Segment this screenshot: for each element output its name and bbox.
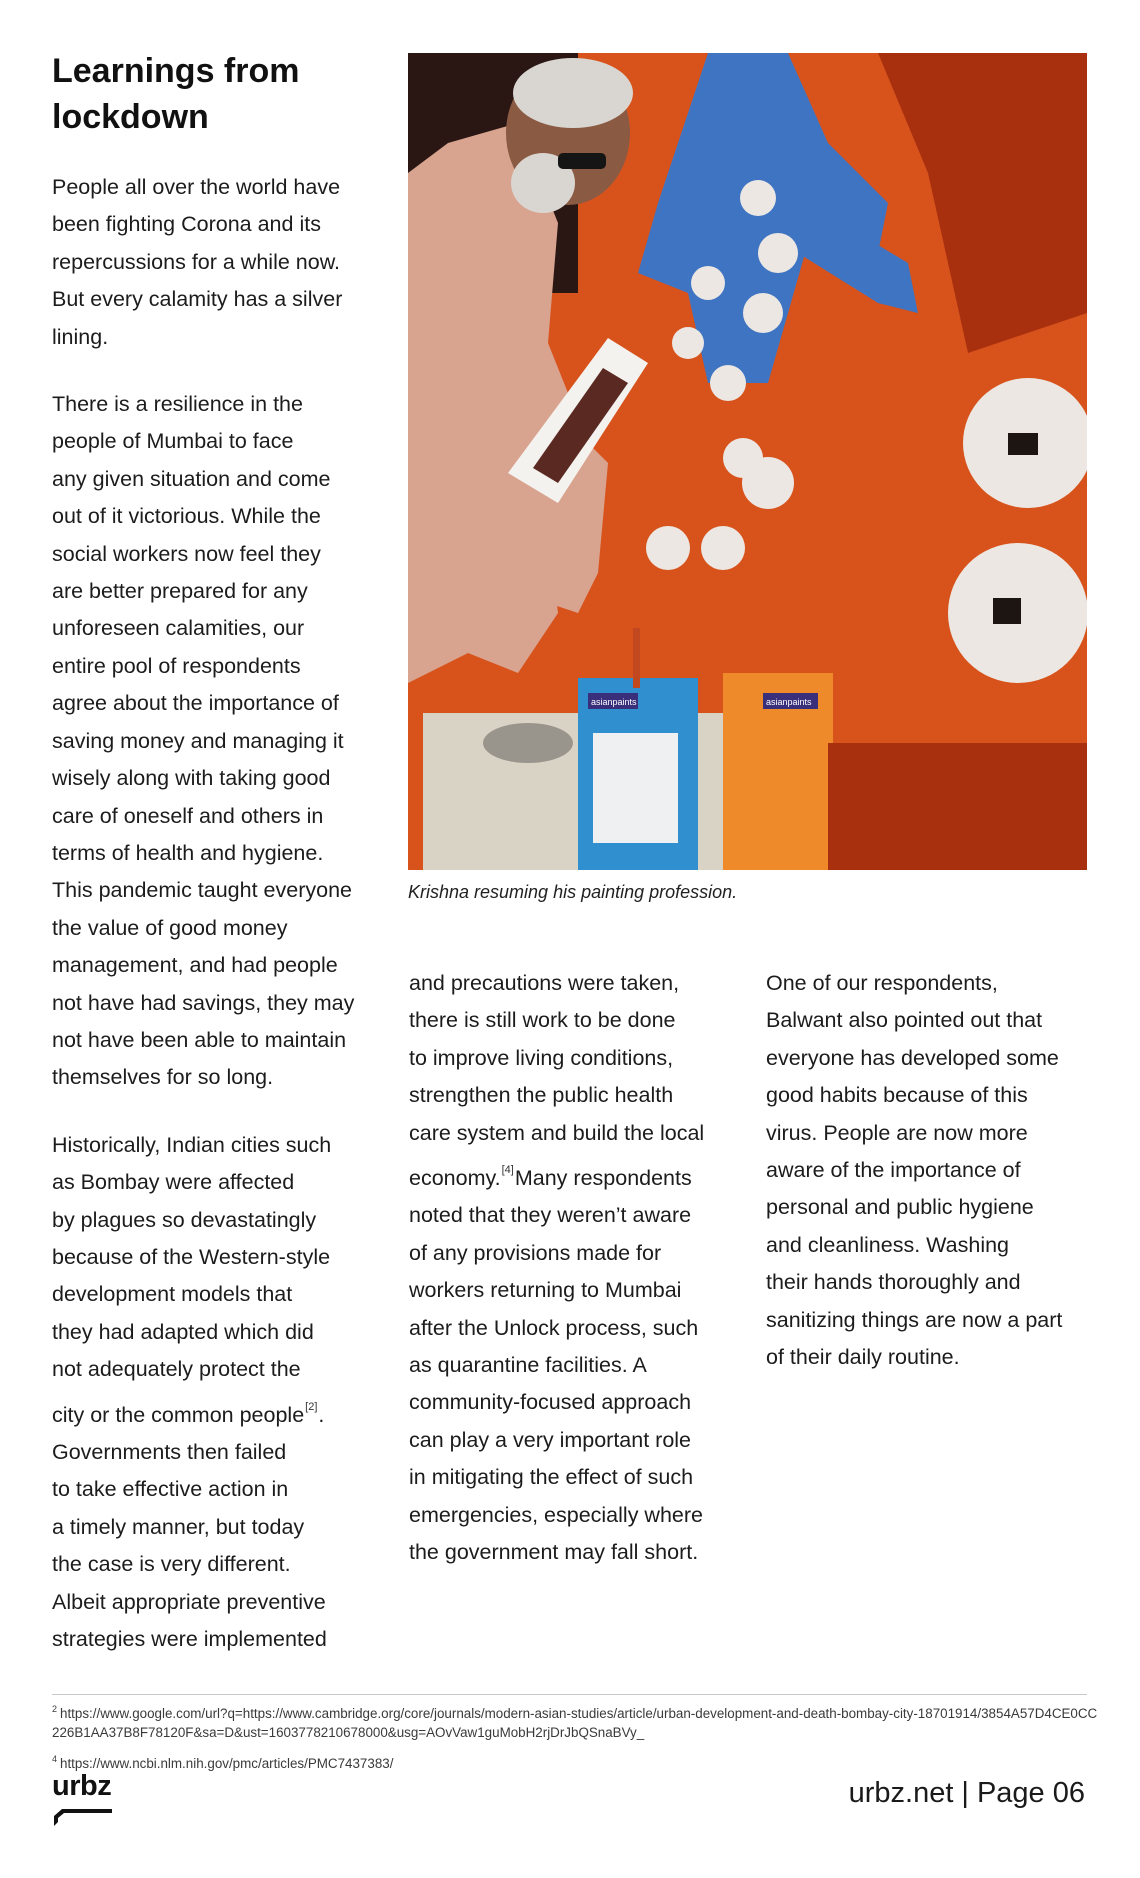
photo-bowl xyxy=(483,723,573,763)
footnote-link[interactable]: https://www.ncbi.nlm.nih.gov/pmc/articles/PMC7437383/ xyxy=(60,1756,394,1771)
text-line: unforeseen calamities, our xyxy=(52,616,305,641)
middle-ref-line xyxy=(409,1152,739,1197)
left-column xyxy=(52,169,382,1658)
text-line: their hands thoroughly and xyxy=(766,1270,1021,1295)
text-line: Historically, Indian cities such xyxy=(52,1132,332,1157)
text-line: Albeit appropriate preventive xyxy=(52,1589,326,1614)
right-column xyxy=(766,965,1106,1376)
text-line: emergencies, especially where xyxy=(409,1502,703,1527)
text-line: everyone has developed some xyxy=(766,1045,1059,1070)
middle-lines-before xyxy=(409,965,739,1152)
photo-man-hair xyxy=(513,58,633,128)
logo-checkmark-icon xyxy=(52,1776,122,1828)
text-line: development models that xyxy=(52,1282,293,1307)
article-title: Learnings from lockdown xyxy=(52,52,300,136)
footnotes xyxy=(52,1700,1102,1773)
text-line: care system and build the local xyxy=(409,1120,705,1145)
photo-skull xyxy=(710,365,746,401)
text-line: noted that they weren’t aware xyxy=(409,1203,692,1228)
footnote-2 xyxy=(52,1700,1102,1742)
photo-man-glasses xyxy=(558,153,606,169)
photo-skull xyxy=(740,180,776,216)
text-line: after the Unlock process, such xyxy=(409,1315,699,1340)
text-line: a timely manner, but today xyxy=(52,1514,305,1539)
footnote-ref-2[interactable]: [2] xyxy=(305,1400,318,1413)
text-line: are better prepared for any xyxy=(52,579,308,604)
history-ref-end: . xyxy=(318,1402,325,1427)
middle-column xyxy=(409,965,739,1572)
text-line: One of our respondents, xyxy=(766,971,998,995)
text-line: the case is very different. xyxy=(52,1552,291,1577)
text-line: personal and public hygiene xyxy=(766,1195,1034,1220)
text-line: not adequately protect the xyxy=(52,1357,301,1382)
text-line: because of the Western-style xyxy=(52,1244,331,1269)
text-line: strategies were implemented xyxy=(52,1627,327,1652)
text-line: themselves for so long. xyxy=(52,1065,274,1090)
footnote-ref-4[interactable]: [4] xyxy=(501,1164,514,1177)
photo-can-label-text: asianpaints xyxy=(766,697,812,707)
middle-lines-after xyxy=(409,1197,739,1571)
photo-caption: Krishna resuming his painting profession. xyxy=(408,882,738,902)
photo-can-label-text: asianpaints xyxy=(591,697,637,707)
text-line: and precautions were taken, xyxy=(409,971,680,995)
text-line: community-focused approach xyxy=(409,1390,692,1415)
footnote-link[interactable]: https://www.google.com/url?q=https://www.cambridge.org/core/journals/modern-asian-studies/article/urban-development-and-death-bombay-city-18701914/3854A57D4CE0CC226B1AA37B8F78120F&sa=D&ust=1603778210678000&usg=AOvVaw1guMobH2rjDrJbQSnaBVy_ xyxy=(52,1706,1098,1740)
text-line: management, and had people xyxy=(52,953,338,978)
footnote-4 xyxy=(52,1750,1102,1773)
text-line: But every calamity has a silver xyxy=(52,287,343,312)
text-line: lining. xyxy=(52,324,109,349)
text-line: not have had savings, they may xyxy=(52,990,355,1015)
paragraph-resilience xyxy=(52,386,382,1097)
text-line: to improve living conditions, xyxy=(409,1045,674,1070)
text-line: Governments then failed xyxy=(52,1440,287,1464)
photo-krishna-painting xyxy=(408,53,1087,870)
paragraph-habits xyxy=(766,965,1106,1376)
text-line: and cleanliness. Washing xyxy=(766,1232,1010,1257)
photo-skull-eye xyxy=(1008,433,1038,455)
text-line: can play a very important role xyxy=(409,1427,692,1452)
text-line: strengthen the public health xyxy=(409,1083,674,1108)
photo-paintbrush xyxy=(633,628,640,688)
photo-skull xyxy=(758,233,798,273)
text-line: as quarantine facilities. A xyxy=(409,1353,647,1378)
text-line: not have been able to maintain xyxy=(52,1027,347,1052)
photo-floor-band xyxy=(828,743,1087,870)
paragraph-intro xyxy=(52,169,382,356)
photo-skull xyxy=(691,266,725,300)
text-line: care of oneself and others in xyxy=(52,803,324,828)
page-footer xyxy=(849,1777,1085,1810)
footnote-divider xyxy=(52,1694,1087,1695)
text-line: people of Mumbai to face xyxy=(52,429,294,454)
text-line: entire pool of respondents xyxy=(52,653,301,678)
photo-skull xyxy=(672,327,704,359)
photo-illustration xyxy=(408,53,1087,870)
photo-skull xyxy=(701,526,745,570)
footnote-mark: 4 xyxy=(52,1754,58,1764)
text-line: there is still work to be done xyxy=(409,1008,676,1033)
paragraph-history xyxy=(52,1127,382,1659)
text-line: the value of good money xyxy=(52,915,288,940)
history-ref-text: city or the common people xyxy=(52,1402,305,1427)
text-line: saving money and managing it xyxy=(52,728,344,753)
footer-separator: | xyxy=(961,1777,969,1809)
photo-skull-eye xyxy=(993,598,1021,624)
text-line: the government may fall short. xyxy=(409,1540,699,1565)
urbz-logo xyxy=(52,1770,122,1828)
text-line: sanitizing things are now a part xyxy=(766,1307,1063,1332)
text-line: they had adapted which did xyxy=(52,1319,314,1344)
history-ref-line xyxy=(52,1389,382,1434)
text-line: aware of the importance of xyxy=(766,1158,1021,1183)
text-line: workers returning to Mumbai xyxy=(409,1278,682,1303)
text-line: This pandemic taught everyone xyxy=(52,878,352,903)
text-line: Balwant also pointed out that xyxy=(766,1008,1043,1033)
text-line: by plagues so devastatingly xyxy=(52,1207,317,1232)
text-line: There is a resilience in the xyxy=(52,392,303,417)
text-line: People all over the world have xyxy=(52,175,341,199)
text-line: agree about the importance of xyxy=(52,691,339,716)
text-line: in mitigating the effect of such xyxy=(409,1465,694,1490)
middle-ref-rest: Many respondents xyxy=(514,1166,692,1191)
text-line: of any provisions made for xyxy=(409,1240,662,1265)
text-line: to take effective action in xyxy=(52,1477,289,1502)
text-line: wisely along with taking good xyxy=(52,766,331,791)
page-number: Page 06 xyxy=(976,1777,1085,1809)
photo-skull xyxy=(743,293,783,333)
logo-text: urbz xyxy=(52,1770,112,1802)
text-line: repercussions for a while now. xyxy=(52,249,341,274)
text-line: out of it victorious. While the xyxy=(52,504,321,529)
text-line: any given situation and come xyxy=(52,466,331,491)
history-lines-before xyxy=(52,1127,382,1389)
text-line: virus. People are now more xyxy=(766,1120,1028,1145)
photo-skull xyxy=(723,438,763,478)
middle-ref-start: economy. xyxy=(409,1166,501,1191)
text-line: as Bombay were affected xyxy=(52,1170,295,1195)
photo-skull xyxy=(646,526,690,570)
text-line: been fighting Corona and its xyxy=(52,212,321,237)
photo-can-sticker xyxy=(593,733,678,843)
paragraph-precautions xyxy=(409,965,739,1572)
text-line: social workers now feel they xyxy=(52,541,321,566)
site-url[interactable]: urbz.net xyxy=(848,1777,954,1809)
text-line: terms of health and hygiene. xyxy=(52,840,324,865)
history-lines-after xyxy=(52,1434,382,1658)
text-line: good habits because of this xyxy=(766,1083,1028,1108)
footnote-mark: 2 xyxy=(52,1704,58,1714)
text-line: of their daily routine. xyxy=(766,1345,960,1370)
